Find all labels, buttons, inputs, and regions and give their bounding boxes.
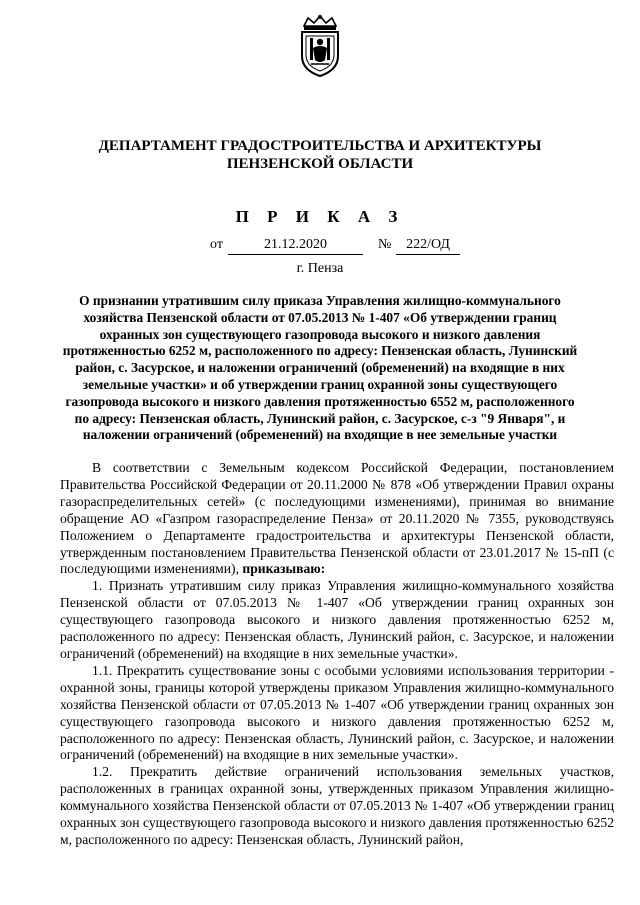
preamble-text: В соответствии с Земельным кодексом Российской Федерации, постановлением Правительства Российской Федерации от 20.11.2000 № 878 «Об утверждении Правил охраны газораспределительных сетей» (с последующими изменениями), принимая во внимание обращение АО «Газпром газораспределение Пенза» от 20.11.2020 № 7355, руководствуясь Положением о Департаменте градостроительства и архитектуры Пензенской области, утвержденным постановлением Правительства Пензенской области от 23.01.2017 № 15-пП (с последующими изменениями), (60, 460, 614, 577)
coat-of-arms-icon (296, 14, 344, 78)
document-subject: О признании утратившим силу приказа Управления жилищно-коммунального хозяйства Пензенской области от 07.05.2013 № 1-407 «Об утверждении границ охранных зон существующего газопровода высокого и низкого давления протяженностью 6252 м, расположенного по адресу: Пензенская область, Лунинский район, с. Засурское, и наложении ограничений (обременений) на входящие в них земельные участки» и об утверждении границ охранной зоны существующего газопровода высокого и низкого давления протяженностью 6552 м, расположенного по адресу: Пензенская область, Лунинский район, с. Засурское, с-з "9 Января", и наложении ограничений (обременений) на входящие в нее земельные участки (62, 293, 578, 443)
paragraph-1-1: 1.1. Прекратить существование зоны с особыми условиями использования территории - охранной зоны, границы которой утверждены приказом Управления жилищно-коммунального хозяйства Пензенской области от 07.05.2013 № 1-407 «Об утверждении границ охранных зон существующего газопровода высокого и низкого давления протяженностью 6252 м, расположенного по адресу: Пензенская область, Лунинский район, с. Засурское, и наложении ограничений (обременений) на входящие в них земельные участки». (60, 662, 614, 763)
document-body (60, 460, 614, 849)
document-date: 21.12.2020 (228, 236, 363, 255)
document-type-title: П Р И К А З (235, 207, 405, 226)
preamble-paragraph (60, 460, 614, 578)
city-name: г. Пенза (296, 261, 344, 276)
department-name (0, 137, 640, 173)
department-line-1: ДЕПАРТАМЕНТ ГРАДОСТРОИТЕЛЬСТВА И АРХИТЕКТУРЫ (98, 138, 542, 154)
date-prefix: от (210, 237, 223, 252)
department-line-2: ПЕНЗЕНСКОЙ ОБЛАСТИ (226, 156, 414, 172)
paragraph-1: 1. Признать утратившим силу приказ Управления жилищно-коммунального хозяйства Пензенской области от 07.05.2013 № 1-407 «Об утверждении границ охранных зон существующего газопровода высокого и низкого давления протяженностью 6252 м, расположенного по адресу: Пензенская область, Лунинский район, с. Засурское, и наложении ограничений (обременений) на входящие в них земельные участки». (60, 578, 614, 661)
document-number: 222/ОД (396, 236, 460, 255)
preamble-order-word: приказываю: (242, 561, 326, 577)
number-prefix: № (378, 237, 392, 252)
paragraph-1-2: 1.2. Прекратить действие ограничений использования земельных участков, расположенных в границах охранной зоны, утвержденных приказом Управления жилищно-коммунального хозяйства Пензенской области от 07.05.2013 № 1-407 «Об утверждении границ охранных зон существующего газопровода высокого и низкого давления протяженностью 6252 м, расположенного по адресу: Пензенская область, Лунинский район, (60, 764, 614, 847)
